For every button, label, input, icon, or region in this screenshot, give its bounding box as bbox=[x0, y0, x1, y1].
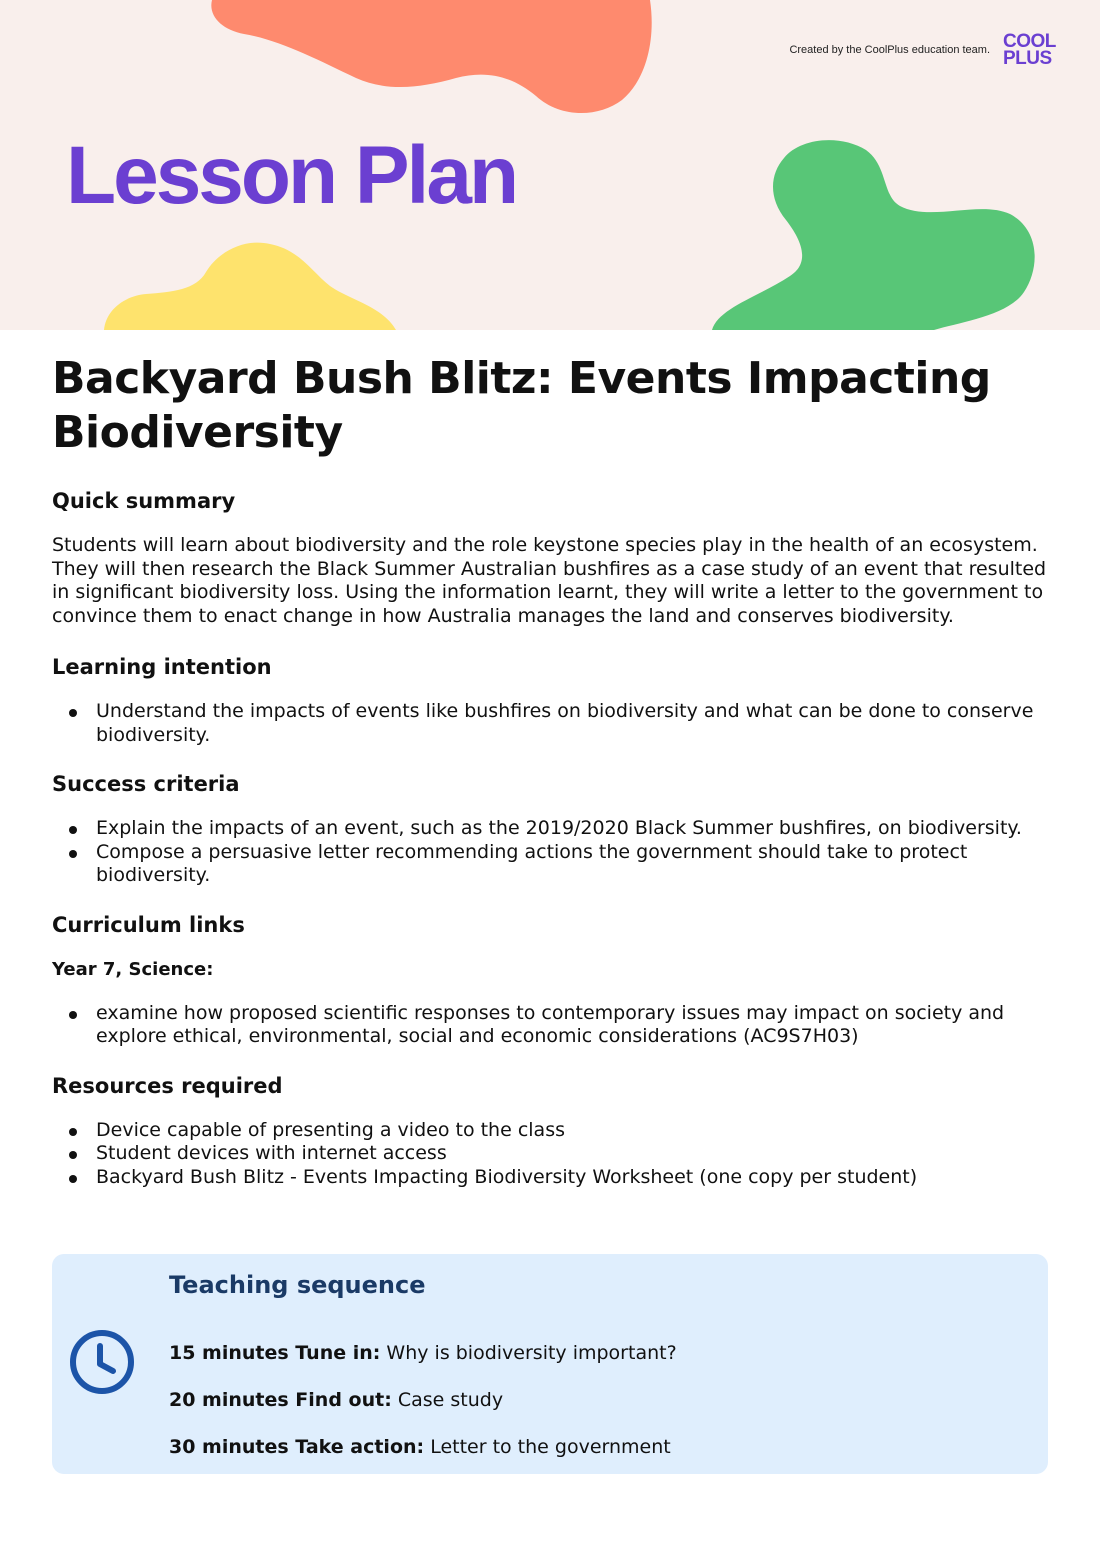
logo-line-2: PLUS bbox=[1003, 48, 1052, 69]
header-banner bbox=[0, 0, 1100, 330]
list-item: Understand the impacts of events like bushfires on biodiversity and what can be done to conserve biodiversity. bbox=[52, 700, 1052, 747]
success-criteria-list bbox=[52, 817, 1052, 888]
coolplus-logo bbox=[1003, 33, 1069, 67]
lesson-title: Backyard Bush Blitz: Events Impacting Biodiversity bbox=[52, 353, 991, 458]
curriculum-links-heading: Curriculum links bbox=[52, 912, 245, 937]
resources-heading: Resources required bbox=[52, 1073, 283, 1098]
green-blob-shape bbox=[712, 140, 1035, 330]
quick-summary-heading: Quick summary bbox=[52, 489, 236, 513]
list-item: Backyard Bush Blitz - Events Impacting Biodiversity Worksheet (one copy per student) bbox=[52, 1166, 1052, 1190]
sequence-step bbox=[169, 1388, 503, 1412]
curriculum-links-list bbox=[52, 1002, 1052, 1049]
learning-intention-list bbox=[52, 700, 1052, 747]
credit-text: Created by the CoolPlus education team. bbox=[789, 44, 990, 56]
sequence-step-label: 15 minutes Tune in: bbox=[169, 1342, 381, 1364]
list-item: Explain the impacts of an event, such as the 2019/2020 Black Summer bushfires, on biodiversity. bbox=[52, 817, 1052, 841]
success-criteria-heading: Success criteria bbox=[52, 772, 240, 796]
clock-icon bbox=[68, 1328, 136, 1396]
yellow-blob-shape bbox=[104, 243, 396, 330]
lesson-content bbox=[52, 352, 1052, 1213]
sequence-step-text: Why is biodiversity important? bbox=[386, 1342, 677, 1364]
list-item: Compose a persuasive letter recommending actions the government should take to protect biodiversity. bbox=[52, 841, 1052, 888]
learning-intention-heading: Learning intention bbox=[52, 655, 272, 679]
list-item: examine how proposed scientific responses to contemporary issues may impact on society and explore ethical, environmental, social and economic considerations (AC9S7H03) bbox=[52, 1002, 1052, 1049]
teaching-sequence-heading: Teaching sequence bbox=[169, 1271, 426, 1299]
list-item: Device capable of presenting a video to the class bbox=[52, 1119, 1052, 1143]
sequence-step bbox=[169, 1435, 671, 1459]
coral-blob-shape bbox=[211, 0, 651, 113]
resources-list bbox=[52, 1119, 1052, 1190]
sequence-step bbox=[169, 1341, 677, 1365]
sequence-step-label: 20 minutes Find out: bbox=[169, 1389, 392, 1411]
list-item: Student devices with internet access bbox=[52, 1142, 1052, 1166]
logo-line-1: COOL bbox=[1003, 31, 1056, 52]
teaching-sequence-panel bbox=[52, 1254, 1048, 1474]
sequence-step-text: Letter to the government bbox=[430, 1436, 671, 1458]
curriculum-subheading: Year 7, Science: bbox=[52, 958, 214, 980]
sequence-step-label: 30 minutes Take action: bbox=[169, 1436, 425, 1458]
sequence-step-text: Case study bbox=[397, 1389, 504, 1411]
quick-summary-text: Students will learn about biodiversity and the role keystone species play in the health of an ecosystem. They will then research the Black Summer Australian bushfires as a case study of an event that resulted in significant biodiversity loss. Using the information learnt, they will write a letter to the government to convince them to enact change in how Australia manages the land and conserves biodiversity. bbox=[52, 534, 1047, 627]
document-kind-title: Lesson Plan bbox=[66, 130, 517, 221]
